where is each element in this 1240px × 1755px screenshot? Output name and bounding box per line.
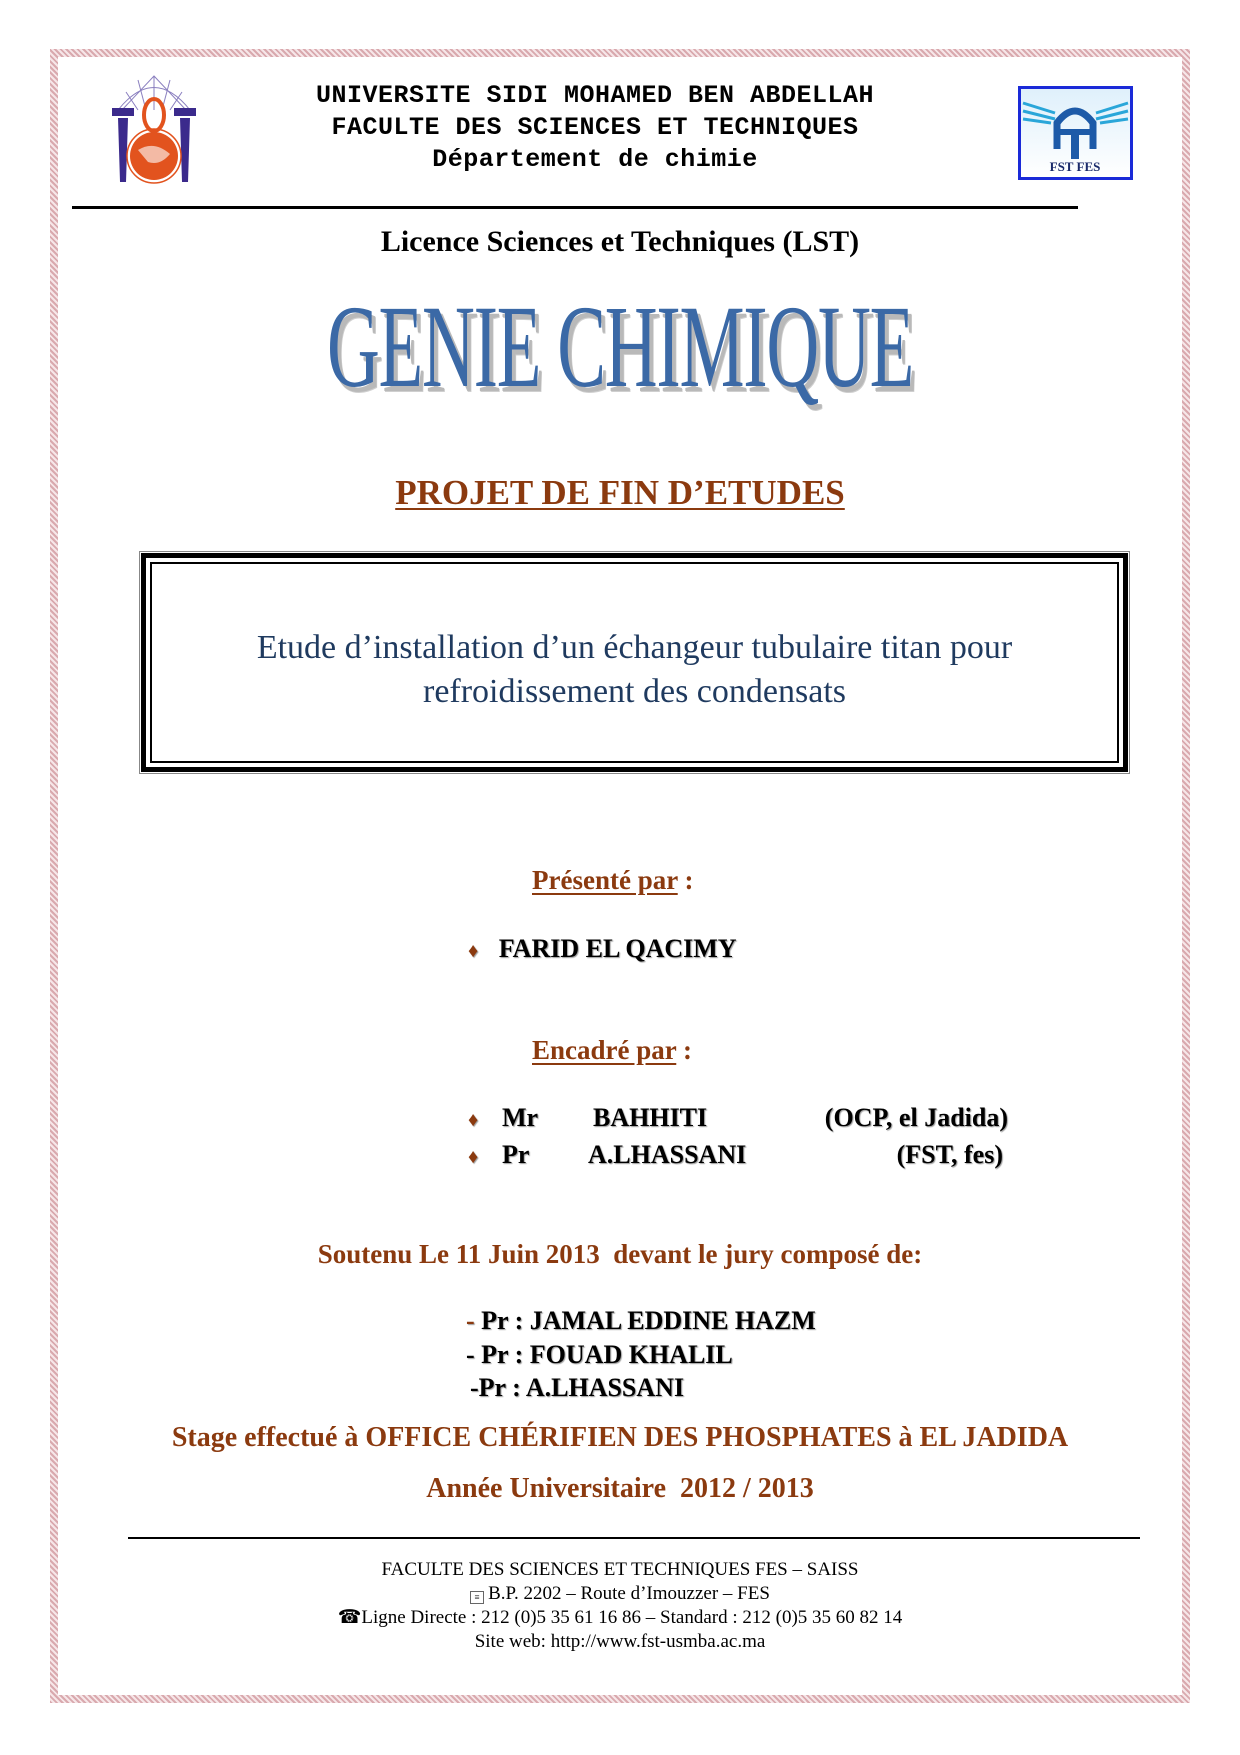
footer-phone <box>0 1606 1240 1630</box>
supervisor-title: Mr <box>502 1103 539 1132</box>
supervised-by-colon: : <box>676 1035 693 1065</box>
fst-logo-label: FST FES <box>1049 159 1101 174</box>
jury-member-name: Pr : A.LHASSANI <box>478 1373 685 1402</box>
department-name: Département de chimie <box>432 145 758 174</box>
program-title: Licence Sciences et Techniques (LST) <box>380 225 860 258</box>
thesis-title-box <box>141 553 1128 772</box>
supervisor-affiliation: (OCP, el Jadida) <box>824 1103 1008 1132</box>
footer-postal-text: B.P. 2202 – Route d’Imouzzer – FES <box>488 1583 770 1604</box>
fst-fes-logo <box>1018 86 1133 180</box>
thesis-title-line-1: Etude d’installation d’un échangeur tubulaire titan pour <box>256 629 1013 666</box>
jury-member <box>466 1339 733 1371</box>
supervisor-row <box>468 1102 1008 1136</box>
footer-website: Site web: http://www.fst-usmba.ac.ma <box>474 1631 766 1652</box>
footer-postal <box>0 1582 1240 1606</box>
mailbox-icon: ≡ <box>470 1591 484 1604</box>
document-type-label: PROJET DE FIN D’ETUDES <box>395 473 845 512</box>
document-type <box>0 472 1240 514</box>
jury-member-name: Pr : JAMAL EDDINE HAZM <box>481 1306 816 1335</box>
footer-faculty: FACULTE DES SCIENCES ET TECHNIQUES FES – SAISS <box>381 1559 859 1580</box>
footer-rule <box>128 1537 1140 1539</box>
footer-phone-text: Ligne Directe : 212 (0)5 35 61 16 86 – Standard : 212 (0)5 35 60 82 14 <box>361 1607 903 1628</box>
diamond-bullet-icon: ♦ <box>468 1109 479 1131</box>
thesis-title-line-2: refroidissement des condensats <box>423 673 846 710</box>
presented-by-label: Présenté par <box>532 865 678 895</box>
student-row <box>468 933 737 967</box>
supervisor-title: Pr <box>502 1140 530 1169</box>
telephone-icon: ☎ <box>337 1607 362 1628</box>
internship-info: Stage effectué à OFFICE CHÉRIFIEN DES PHOSPHATES à EL JADIDA <box>171 1422 1069 1453</box>
presented-by-heading <box>532 864 693 896</box>
defense-info: Soutenu Le 11 Juin 2013 devant le jury composé de: <box>317 1239 923 1269</box>
academic-year: Année Universitaire 2012 / 2013 <box>426 1473 814 1504</box>
jury-member-name: Pr : FOUAD KHALIL <box>481 1340 733 1369</box>
header-rule <box>72 206 1078 209</box>
diamond-bullet-icon: ♦ <box>468 940 479 962</box>
jury-dash: - <box>466 1340 482 1369</box>
presented-by-colon: : <box>677 865 694 895</box>
footer-address <box>0 1558 1240 1654</box>
supervisor-name: BAHHITI <box>593 1103 708 1132</box>
diamond-bullet-icon: ♦ <box>468 1146 479 1168</box>
thesis-title <box>146 626 1123 714</box>
jury-member <box>470 1372 684 1404</box>
university-name: UNIVERSITE SIDI MOHAMED BEN ABDELLAH <box>315 81 875 110</box>
supervisor-affiliation: (FST, fes) <box>896 1140 1003 1169</box>
jury-dash: - <box>470 1373 479 1402</box>
supervisor-name: A.LHASSANI <box>588 1140 747 1169</box>
jury-dash: - <box>466 1306 482 1335</box>
supervised-by-heading <box>532 1034 692 1066</box>
specialty-title: GENIE CHIMIQUE <box>326 281 914 412</box>
student-name: FARID EL QACIMY <box>498 934 737 963</box>
jury-member <box>466 1305 816 1337</box>
supervised-by-label: Encadré par <box>532 1035 677 1065</box>
supervisor-row <box>468 1139 1003 1173</box>
faculty-name: FACULTE DES SCIENCES ET TECHNIQUES <box>331 113 859 142</box>
